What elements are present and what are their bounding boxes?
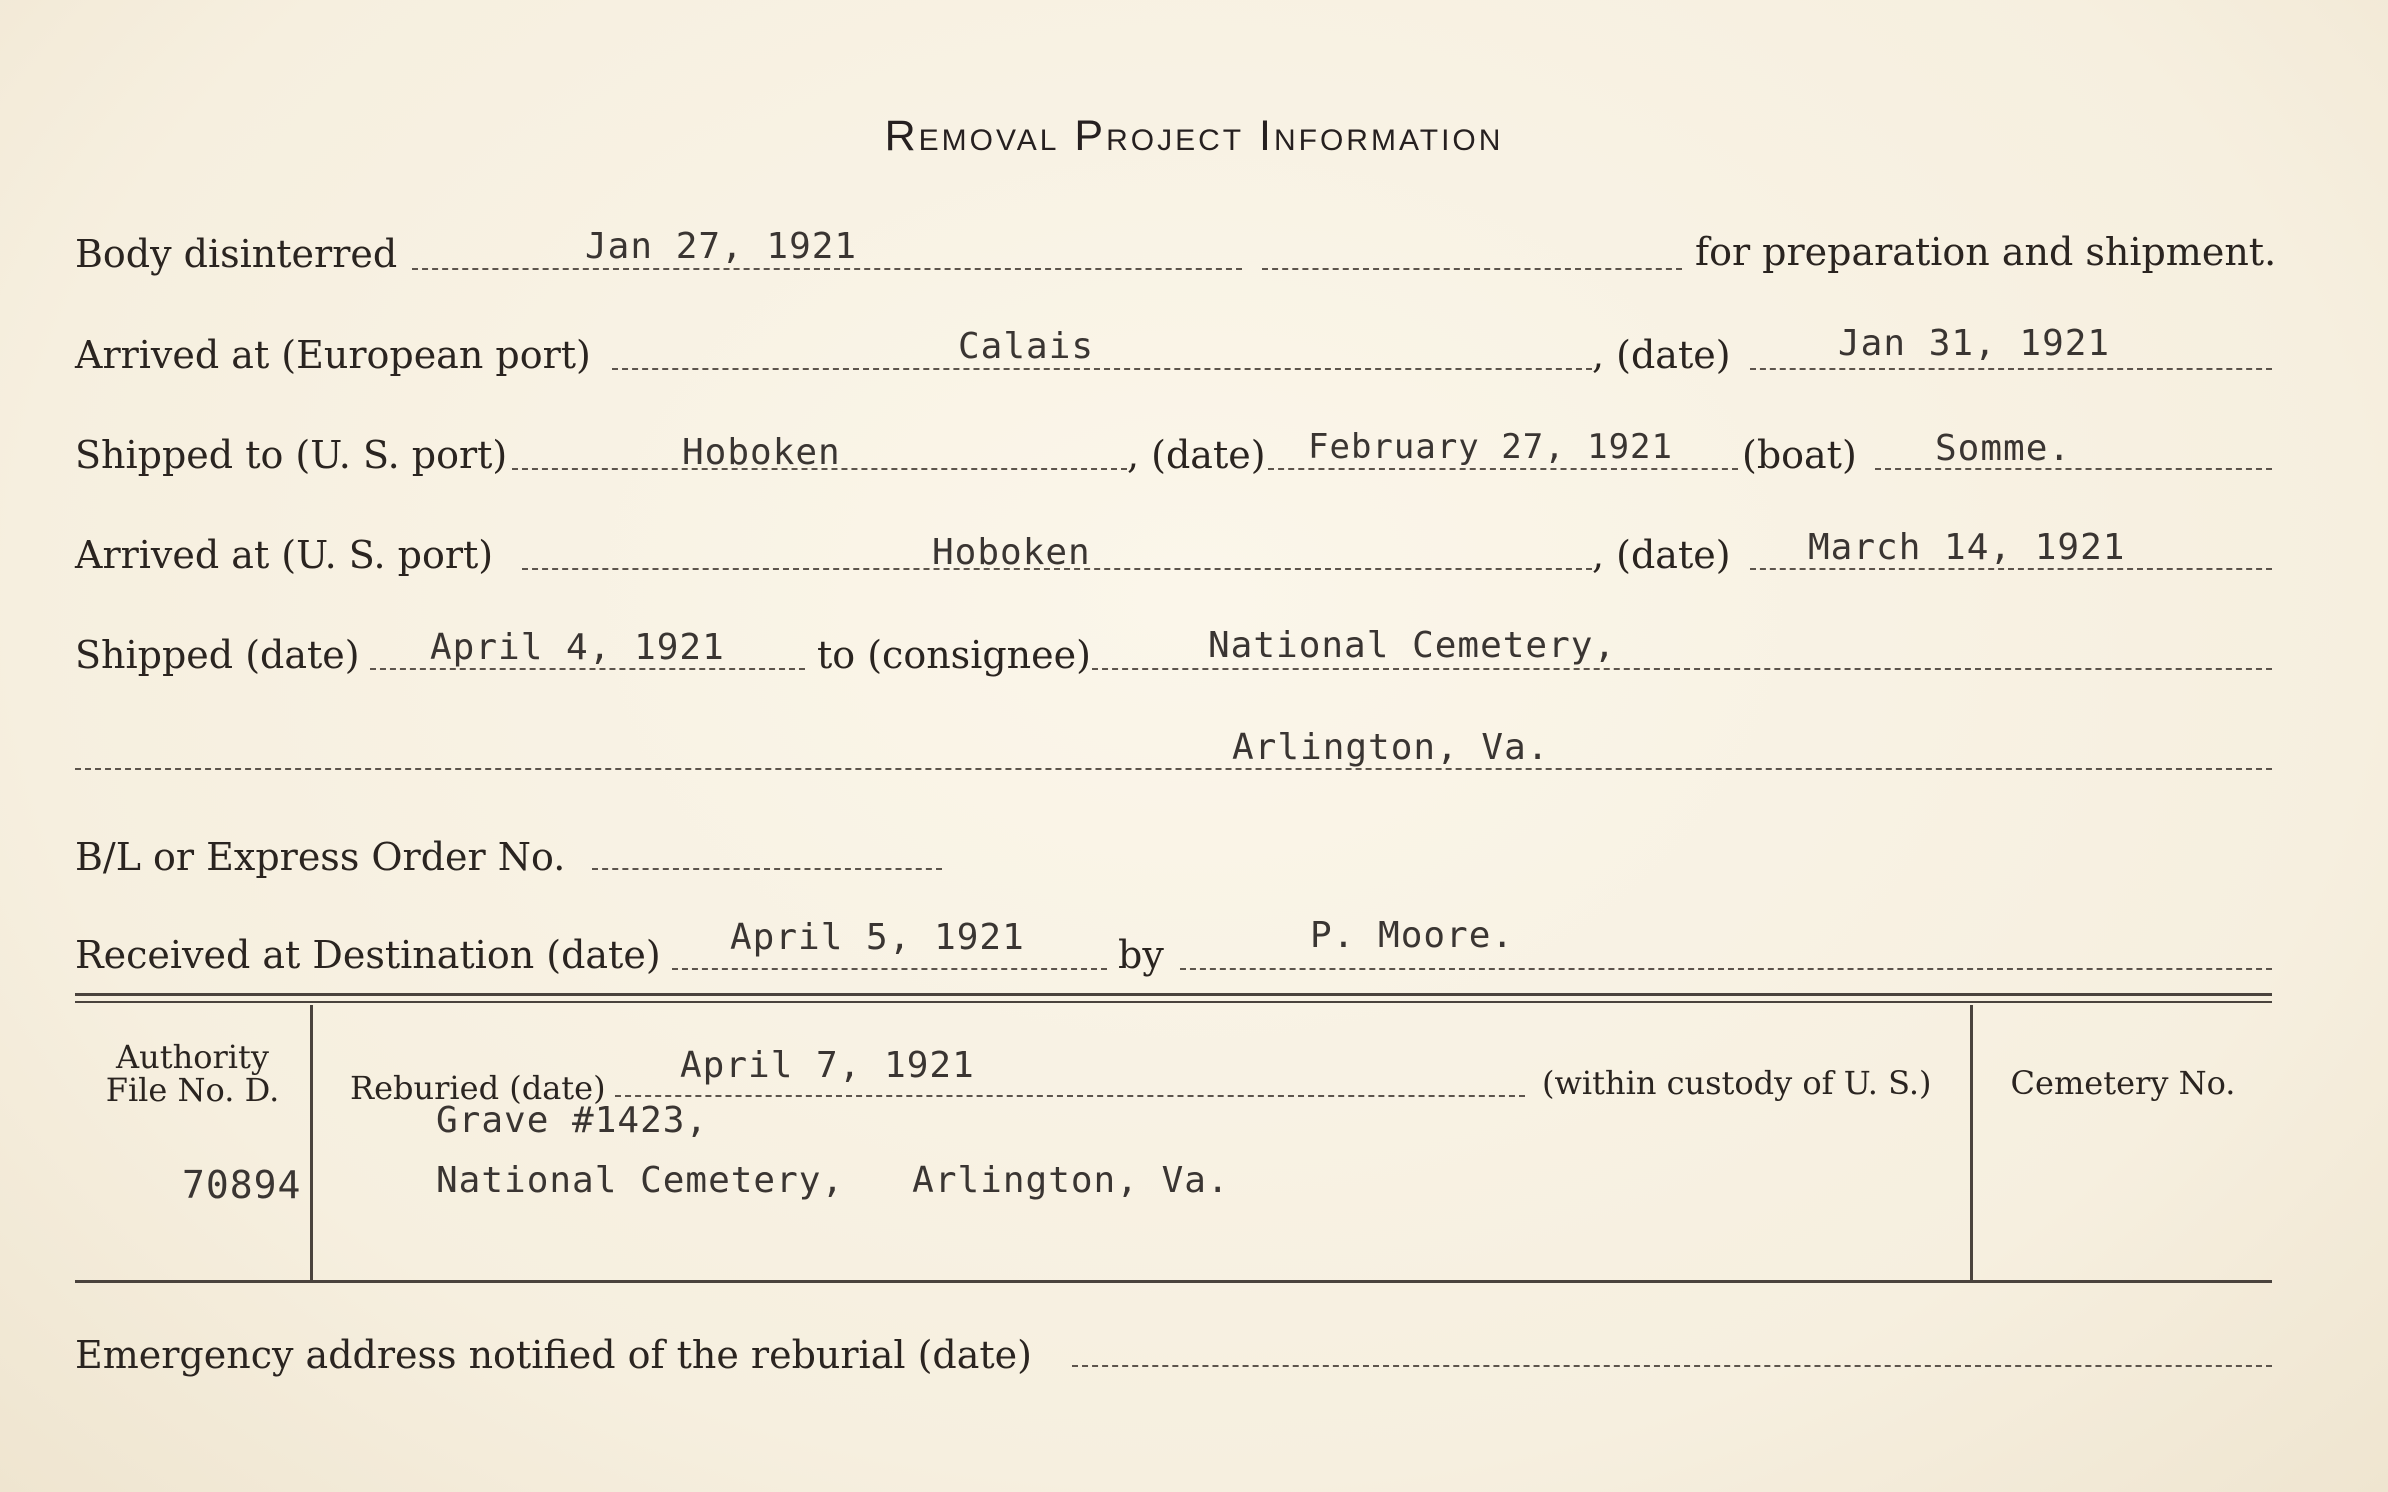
body-disinterred-value: Jan 27, 1921 (585, 226, 858, 267)
emergency-line (1072, 1365, 2272, 1367)
received-destination-line (672, 968, 1107, 970)
emergency-label: Emergency address notified of the reburial (date) (75, 1333, 1032, 1377)
bl-order-label: B/L or Express Order No. (75, 835, 566, 879)
received-destination-value: April 5, 1921 (730, 917, 1025, 958)
arrived-us-port-value: Hoboken (932, 532, 1091, 573)
arrived-european-port-date: Jan 31, 1921 (1838, 323, 2111, 364)
arrived-us-port-date-label: , (date) (1592, 533, 1731, 577)
custody-note: (within custody of U. S.) (1542, 1064, 1932, 1102)
bl-order-line (592, 868, 942, 870)
arrived-european-port-label: Arrived at (European port) (75, 333, 591, 377)
arrived-us-port-date: March 14, 1921 (1808, 527, 2126, 568)
shipped-date-label: Shipped (date) (75, 633, 360, 677)
arrived-us-port-label: Arrived at (U. S. port) (75, 533, 494, 577)
received-destination-label: Received at Destination (date) (75, 933, 661, 977)
box-top-rule-2 (75, 1001, 2272, 1003)
card-title: Removal Project Information (884, 112, 1504, 160)
received-by-label: by (1118, 933, 1164, 977)
box-divider-right (1970, 1005, 1973, 1280)
arrived-us-port-date-line (1750, 568, 2272, 570)
shipped-us-port-label: Shipped to (U. S. port) (75, 433, 508, 477)
box-top-rule (75, 993, 2272, 996)
body-disinterred-line (412, 268, 1242, 270)
grave-line: Grave #1423, (436, 1100, 709, 1141)
arrived-european-port-value: Calais (958, 326, 1095, 367)
shipped-us-port-boat-label: (boat) (1742, 433, 1857, 477)
consignee-label: to (consignee) (817, 633, 1091, 677)
shipped-us-port-date: February 27, 1921 (1308, 427, 1673, 467)
consignee-line-2: Arlington, Va. (1232, 727, 1550, 768)
received-by-line (1180, 968, 2272, 970)
box-bottom-rule (75, 1280, 2272, 1283)
box-divider-left (310, 1005, 313, 1280)
received-by-value: P. Moore. (1310, 915, 1515, 956)
shipped-us-port-date-label: , (date) (1127, 433, 1266, 477)
shipped-date-line (370, 668, 805, 670)
cemetery-line: National Cemetery, Arlington, Va. (436, 1160, 1230, 1201)
shipped-us-port-boat: Somme. (1935, 428, 2072, 469)
reburied-line (615, 1095, 1525, 1097)
body-disinterred-label: Body disinterred (75, 232, 398, 276)
shipped-us-port-value: Hoboken (682, 432, 841, 473)
shipped-us-port-date-line (1268, 468, 1738, 470)
shipped-date-value: April 4, 1921 (430, 627, 725, 668)
consignee-line-1: National Cemetery, (1208, 625, 1617, 666)
authority-label-1: Authority (116, 1038, 269, 1076)
arrived-european-port-date-line (1750, 368, 2272, 370)
arrived-european-port-date-label: , (date) (1592, 333, 1731, 377)
authority-file-number: 70894 (182, 1163, 302, 1207)
body-disinterred-line-2 (1262, 268, 1682, 270)
consignee-line (1092, 668, 2272, 670)
cemetery-no-label: Cemetery No. (2010, 1064, 2236, 1102)
reburied-date: April 7, 1921 (680, 1045, 975, 1086)
consignee-continuation-line (75, 768, 2272, 770)
body-disinterred-suffix: for preparation and shipment. (1695, 230, 2277, 274)
arrived-european-port-line (612, 368, 1592, 370)
authority-label-2: File No. D. (105, 1071, 280, 1109)
reburied-label: Reburied (date) (350, 1069, 606, 1107)
